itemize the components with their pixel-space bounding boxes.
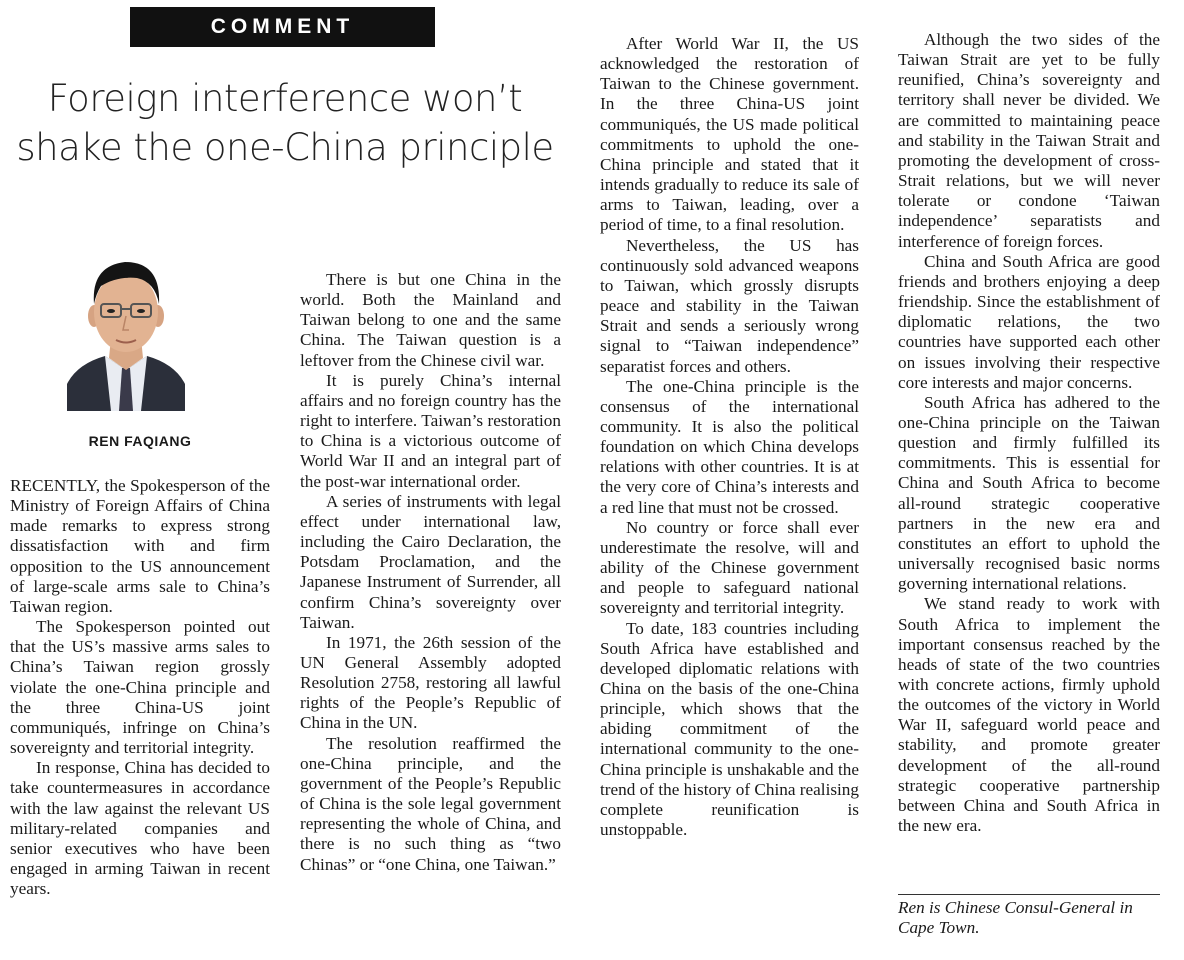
paragraph: There is but one China in the world. Both the Mainland and Taiwan belong to one and the same China. The Taiwan question is a leftover from the Chinese civil war.: [300, 270, 561, 370]
article-column-3: [600, 34, 859, 840]
paragraph: To date, 183 countries including South Africa have established and developed diplomatic relations with China on the basis of the one-China principle, which shows that the abiding commitment of the international community to the one-China principle is unshakable and the trend of the history of China realising complete reunification is unstoppable.: [600, 618, 859, 840]
paragraph: Although the two sides of the Taiwan Strait are yet to be fully reunified, China’s sovereignty and territory shall never be divided. We are committed to maintaining peace and stability in the Taiwan Strait and promoting the development of cross-Strait relations, but we will never tolerate or condone ‘Taiwan independence’ separatists and interference of foreign forces.: [898, 30, 1160, 251]
paragraph: RECENTLY, the Spokesperson of the Ministry of Foreign Affairs of China made remarks to express strong dissatisfaction with and firm opposition to the US announcement of large-scale arms sale to China’s Taiwan region.: [10, 476, 270, 616]
paragraph: We stand ready to work with South Africa to implement the important consensus reached by the heads of state of the two countries with concrete actions, firmly uphold the outcomes of the victory in World War II, safeguard world peace and stability, and promote greater development of the all-round strategic cooperative partnership between China and South Africa in the new era.: [898, 594, 1160, 836]
author-photo: [67, 246, 185, 411]
paragraph: No country or force shall ever underestimate the resolve, will and ability of the Chinese government and people to safeguard national sovereignty and territorial integrity.: [600, 517, 859, 618]
author-bio: Ren is Chinese Consul-General in Cape Town.: [898, 898, 1133, 937]
paragraph: In response, China has decided to take countermeasures in accordance with the law against the relevant US military-related companies and senior executives who have been engaged in arming Taiwan in recent years.: [10, 758, 270, 899]
section-label: COMMENT: [130, 7, 435, 47]
paragraph: It is purely China’s internal affairs and no foreign country has the right to interfere. Taiwan’s restoration to China is a victorious outcome of World War II and an integral part of the post-war international order.: [300, 370, 561, 491]
divider: [898, 894, 1160, 895]
paragraph: The one-China principle is the consensus of the international community. It is also the political foundation on which China develops relations with other countries. It is at the very core of China’s interests and a red line that must not be crossed.: [600, 376, 859, 517]
paragraph: Nevertheless, the US has continuously sold advanced weapons to Taiwan, which grossly disrupts peace and stability in the Taiwan Strait and sends a seriously wrong signal to “Taiwan independence” separatist forces and others.: [600, 235, 859, 376]
paragraph: South Africa has adhered to the one-China principle on the Taiwan question and firmly fulfilled its commitments. This is essential for China and South Africa to become all-round strategic cooperative partners in the new era and constitutes an effort to uphold the universally recognised basic norms governing international relations.: [898, 392, 1160, 594]
article-column-2: [300, 270, 561, 875]
paragraph: The resolution reaffirmed the one-China principle, and the government of the People’s Republic of China is the sole legal government representing the whole of China, and there is no such thing as “two Chinas” or “one China, one Taiwan.”: [300, 733, 561, 874]
paragraph: The Spokesperson pointed out that the US’s massive arms sales to China’s Taiwan region grossly violate the one-China principle and the three China-US joint communiqués, infringe on China’s sovereignty and territorial integrity.: [10, 617, 270, 758]
paragraph: China and South Africa are good friends and brothers enjoying a deep friendship. Since the establishment of diplomatic relations, the two countries have supported each other on issues involving their respective core interests and major concerns.: [898, 251, 1160, 392]
paragraph: A series of instruments with legal effect under international law, including the Cairo Declaration, the Potsdam Proclamation, and the Japanese Instrument of Surrender, all confirm China’s sovereignty over Taiwan.: [300, 491, 561, 632]
paragraph: In 1971, the 26th session of the UN General Assembly adopted Resolution 2758, restoring all lawful rights of the People’s Republic of China in the UN.: [300, 632, 561, 733]
byline: REN FAQIANG: [88, 433, 192, 449]
headline: Foreign interference won’t shake the one-China principle: [16, 77, 554, 169]
article-column-1: [10, 476, 270, 899]
paragraph: After World War II, the US acknowledged the restoration of Taiwan to the Chinese government. In the three China-US joint communiqués, the US made political commitments to uphold the one-China principle and stated that it intends gradually to reduce its sale of arms to Taiwan, leading, over a period of time, to a final resolution.: [600, 34, 859, 235]
article-column-4: [898, 30, 1160, 836]
